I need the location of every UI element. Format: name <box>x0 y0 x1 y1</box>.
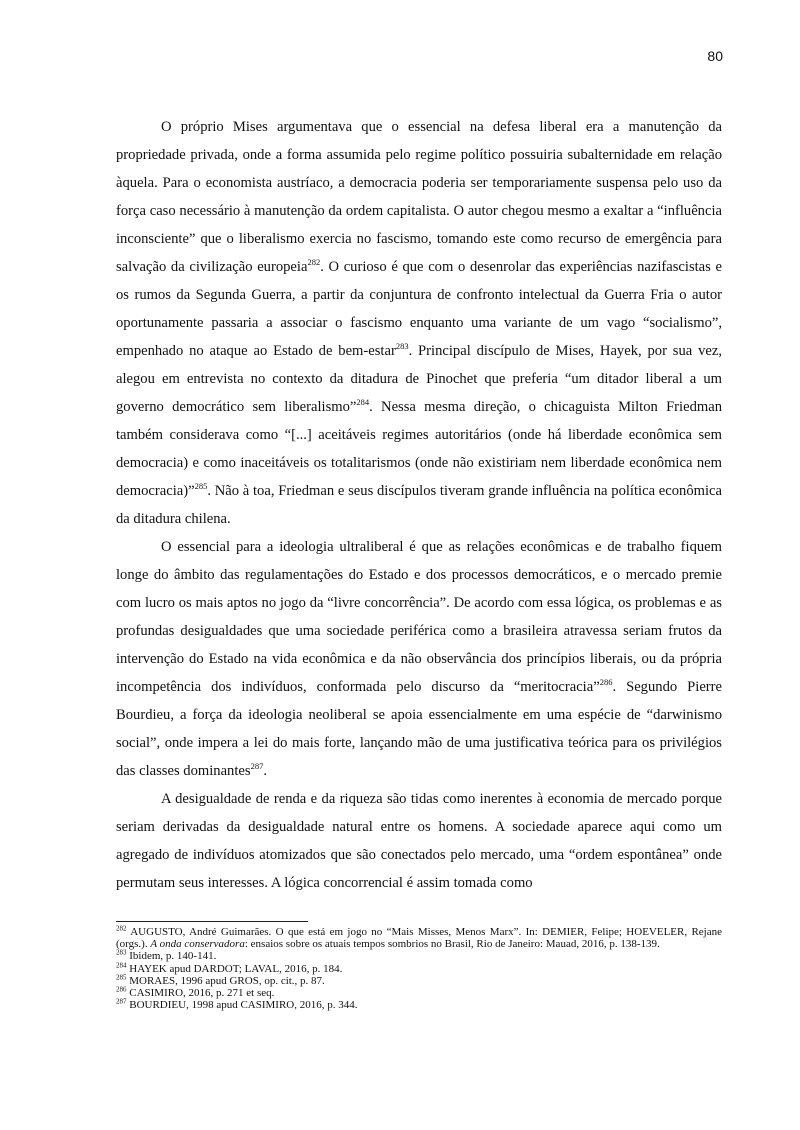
text-run: O próprio Mises argumentava que o essencial na defesa liberal era a manutenção da propriedade privada, onde a forma assumida pelo regime político possuiria subalternidade em relação àquela. Para o economista austríaco, a democracia poderia ser temporariamente suspensa pelo uso da força caso necessário à manutenção da ordem capitalista. O autor chegou mesmo a exaltar a “influência inconsciente” que o liberalismo exercia no fascismo, tomando este como recurso de emergência para salvação da civilização europeia <box>116 119 722 275</box>
page-number: 80 <box>707 48 723 64</box>
text-run: O essencial para a ideologia ultraliberal é que as relações econômicas e de trabalho fiquem longe do âmbito das regulamentações do Estado e dos processos democráticos, e o mercado premie com lucro os mais aptos no jogo da “livre concorrência”. De acordo com essa lógica, os problemas e as profundas desigualdades que uma sociedade periférica como a brasileira atravessa seriam frutos da intervenção do Estado na vida econômica e da não observância dos princípios liberais, ou da própria incompetência dos indivíduos, conformada pelo discurso da “meritocracia” <box>116 539 722 695</box>
footnote-separator <box>116 921 308 922</box>
footnote-number: 284 <box>116 960 127 969</box>
footnote <box>116 999 722 1011</box>
footnote <box>116 950 722 962</box>
text-run: MORAES, 1996 apud GROS, op. cit., p. 87. <box>126 974 325 987</box>
text-run: . <box>263 763 267 779</box>
text-run: Ibidem, p. 140-141. <box>126 950 217 963</box>
footnote-reference: 284 <box>356 397 370 408</box>
text-run: : ensaios sobre os atuais tempos sombrios no Brasil, Rio de Janeiro: Mauad, 2016, p. 138-139. <box>244 938 660 951</box>
footnote <box>116 960 722 975</box>
text-run: AUGUSTO, André Guimarães. O que está em jogo no “Mais Misses, Menos Marx”. In: DEMIER, Felipe; HOEVELER, Rejane (orgs.). <box>116 926 722 951</box>
footnote <box>116 975 722 987</box>
text-run: . Nessa mesma direção, o chicaguista Milton Friedman também considerava como “[...] aceitáveis regimes autoritários (onde há liberdade econômica sem democracia) e como inaceitáveis os totalitarismos (onde não existiriam nem liberdade econômica nem democracia)” <box>116 399 722 499</box>
text-run: . Principal discípulo de Mises, Hayek, por sua vez, alegou em entrevista no contexto da ditadura de Pinochet que preferia “um ditador liberal a um governo democrático sem liberalismo” <box>116 343 722 415</box>
paragraph <box>116 113 722 533</box>
text-run: A desigualdade de renda e da riqueza são tidas como inerentes à economia de mercado porque seriam derivadas da desigualdade natural entre os homens. A sociedade aparece aqui como um agregado de indivíduos atomizados que são conectados pelo mercado, uma “ordem espontânea” onde permutam seus interesses. A lógica concorrencial é assim tomada como <box>116 791 722 891</box>
text-run: . Não à toa, Friedman e seus discípulos tiveram grande influência na política econômica da ditadura chilena. <box>116 483 722 527</box>
footnote-reference: 286 <box>599 677 613 688</box>
footnotes <box>116 926 722 1011</box>
footnote <box>116 987 722 999</box>
text-run: HAYEK apud DARDOT; LAVAL, 2016, p. 184. <box>126 962 343 975</box>
body-text <box>116 113 722 897</box>
footnote-number: 286 <box>116 985 127 994</box>
footnote-number: 287 <box>116 997 127 1006</box>
text-run: BOURDIEU, 1998 apud CASIMIRO, 2016, p. 344. <box>126 999 358 1012</box>
paragraph <box>116 533 722 785</box>
footnote-reference: 283 <box>395 341 409 352</box>
text-run: CASIMIRO, 2016, p. 271 et seq. <box>126 987 275 1000</box>
text-run: . Segundo Pierre Bourdieu, a força da ideologia neoliberal se apoia essencialmente em uma espécie de “darwinismo social”, onde impera a lei do mais forte, lançando mão de uma justificativa teórica para os privilégios das classes dominantes <box>116 679 722 779</box>
footnote <box>116 926 722 950</box>
footnote-reference: 282 <box>307 257 321 268</box>
italic-title: A onda conservadora <box>150 938 245 951</box>
paragraph <box>116 785 722 897</box>
footnote-reference: 287 <box>250 761 264 772</box>
footnote-number: 283 <box>116 948 127 957</box>
footnote-reference: 285 <box>194 481 208 492</box>
text-run: . O curioso é que com o desenrolar das experiências nazifascistas e os rumos da Segunda Guerra, a partir da conjuntura de confronto intelectual da Guerra Fria o autor oportunamente passaria a associar o fascismo enquanto uma variante de um vago “socialismo”, empenhado no ataque ao Estado de bem-estar <box>116 259 722 359</box>
footnote-number: 282 <box>116 924 127 933</box>
footnote-number: 285 <box>116 973 127 982</box>
